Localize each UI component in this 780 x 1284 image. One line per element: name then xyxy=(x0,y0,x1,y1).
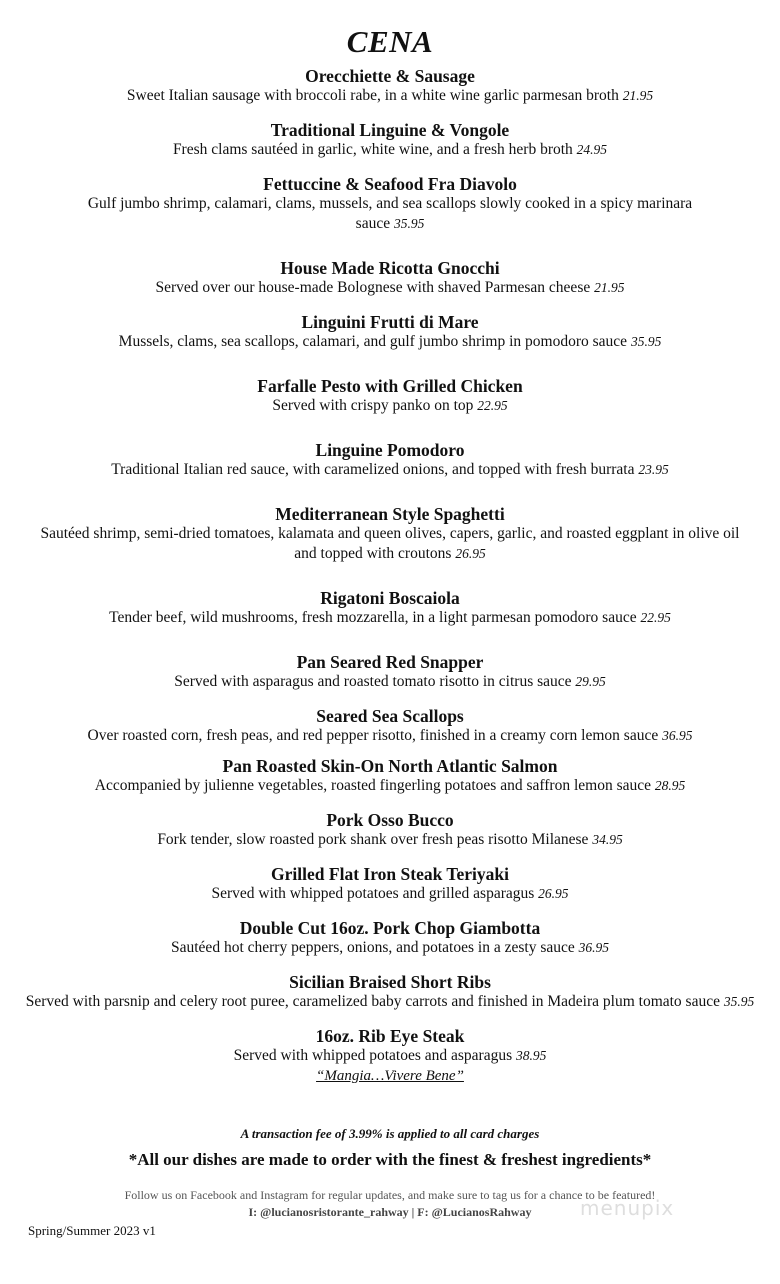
social-text: Follow us on Facebook and Instagram for regular updates, and make sure to tag us for a chance to be featured! xyxy=(124,1188,656,1202)
item-name: Orecchiette & Sausage xyxy=(305,66,475,86)
menu-item xyxy=(20,864,760,904)
item-name: Sicilian Braised Short Ribs xyxy=(289,972,491,992)
item-description: Sautéed hot cherry peppers, onions, and potatoes in a zesty sauce xyxy=(171,939,575,956)
item-price: 34.95 xyxy=(592,832,623,847)
item-price: 26.95 xyxy=(455,546,486,561)
item-description: Tender beef, wild mushrooms, fresh mozzarella, in a light parmesan pomodoro sauce xyxy=(109,609,637,626)
menu-item xyxy=(20,706,760,746)
transaction-fee-note: A transaction fee of 3.99% is applied to all card charges xyxy=(240,1126,540,1141)
item-price: 21.95 xyxy=(594,280,625,295)
item-price: 38.95 xyxy=(516,1048,547,1063)
item-price: 36.95 xyxy=(662,728,693,743)
menu-item xyxy=(20,440,760,480)
item-description: Served with crispy panko on top xyxy=(272,397,474,414)
item-name: Grilled Flat Iron Steak Teriyaki xyxy=(271,864,509,884)
item-price: 28.95 xyxy=(654,778,686,793)
item-price: 35.95 xyxy=(723,994,755,1009)
item-description: Sautéed shrimp, semi-dried tomatoes, kalamata and queen olives, capers, garlic, and roasted eggplant in olive oil and topped with croutons xyxy=(40,525,740,562)
social-handles: I: @lucianosristorante_rahway | F: @LucianosRahway xyxy=(248,1205,532,1219)
menu-item xyxy=(20,588,760,628)
item-name: Rigatoni Boscaiola xyxy=(320,588,460,608)
menu-item xyxy=(20,504,760,564)
motto: “Mangia…Vivere Bene” xyxy=(316,1068,464,1084)
item-name: Pan Seared Red Snapper xyxy=(296,652,484,672)
item-name: Linguine Pomodoro xyxy=(315,440,465,460)
item-name: Pan Roasted Skin-On North Atlantic Salmon xyxy=(222,756,558,776)
item-name: 16oz. Rib Eye Steak xyxy=(315,1026,465,1046)
menu-item xyxy=(20,972,760,1012)
item-description: Served with asparagus and roasted tomato risotto in citrus sauce xyxy=(174,673,572,690)
item-description: Served with whipped potatoes and asparagus xyxy=(233,1047,513,1064)
item-description: Mussels, clams, sea scallops, calamari, and gulf jumbo shrimp in pomodoro sauce xyxy=(118,333,628,350)
item-price: 22.95 xyxy=(640,610,671,625)
menu-item xyxy=(20,376,760,416)
item-description: Served with whipped potatoes and grilled asparagus xyxy=(211,885,535,902)
menu-item xyxy=(20,66,760,106)
item-price: 23.95 xyxy=(638,462,669,477)
item-name: Linguini Frutti di Mare xyxy=(301,312,479,332)
item-price: 36.95 xyxy=(578,940,609,955)
item-description: Served over our house-made Bolognese with shaved Parmesan cheese xyxy=(155,279,591,296)
item-name: Farfalle Pesto with Grilled Chicken xyxy=(257,376,523,396)
item-name: Double Cut 16oz. Pork Chop Giambotta xyxy=(239,918,541,938)
menu-item xyxy=(20,258,760,298)
menu-item xyxy=(20,756,760,796)
item-name: Mediterranean Style Spaghetti xyxy=(275,504,505,524)
item-price: 35.95 xyxy=(393,216,425,231)
item-description: Served with parsnip and celery root puree, caramelized baby carrots and finished in Madeira plum tomato sauce xyxy=(25,993,720,1010)
item-description: Fresh clams sautéed in garlic, white wine, and a fresh herb broth xyxy=(172,141,573,158)
menu-item xyxy=(20,1026,760,1086)
menu-item xyxy=(20,810,760,850)
item-name: Pork Osso Bucco xyxy=(326,810,454,830)
item-price: 35.95 xyxy=(630,334,662,349)
item-name: Seared Sea Scallops xyxy=(316,706,464,726)
item-price: 29.95 xyxy=(575,674,606,689)
item-price: 26.95 xyxy=(538,886,569,901)
item-price: 22.95 xyxy=(477,398,508,413)
menu-item xyxy=(20,174,760,234)
watermark: menupix xyxy=(580,1196,675,1220)
item-description: Gulf jumbo shrimp, calamari, clams, mussels, and sea scallops slowly cooked in a spicy marinara sauce xyxy=(87,195,693,232)
menu-item xyxy=(20,652,760,692)
item-description: Sweet Italian sausage with broccoli rabe, in a white wine garlic parmesan broth xyxy=(126,87,619,104)
item-name: House Made Ricotta Gnocchi xyxy=(280,258,500,278)
menu-item xyxy=(20,312,760,352)
item-description: Over roasted corn, fresh peas, and red pepper risotto, finished in a creamy corn lemon sauce xyxy=(87,727,659,744)
item-description: Fork tender, slow roasted pork shank over fresh peas risotto Milanese xyxy=(157,831,589,848)
menu-title: CENA xyxy=(346,24,434,59)
menu-item xyxy=(20,120,760,160)
item-name: Fettuccine & Seafood Fra Diavolo xyxy=(263,174,517,194)
tagline: *All our dishes are made to order with the finest & freshest ingredients* xyxy=(128,1150,652,1169)
menu-items xyxy=(20,66,760,1086)
season-version: Spring/Summer 2023 v1 xyxy=(28,1223,156,1238)
item-price: 24.95 xyxy=(576,142,608,157)
item-name: Traditional Linguine & Vongole xyxy=(270,120,510,140)
item-description: Traditional Italian red sauce, with caramelized onions, and topped with fresh burrata xyxy=(111,461,635,478)
item-description: Accompanied by julienne vegetables, roasted fingerling potatoes and saffron lemon sauce xyxy=(94,777,651,794)
item-price: 21.95 xyxy=(622,88,654,103)
menu-item xyxy=(20,918,760,958)
